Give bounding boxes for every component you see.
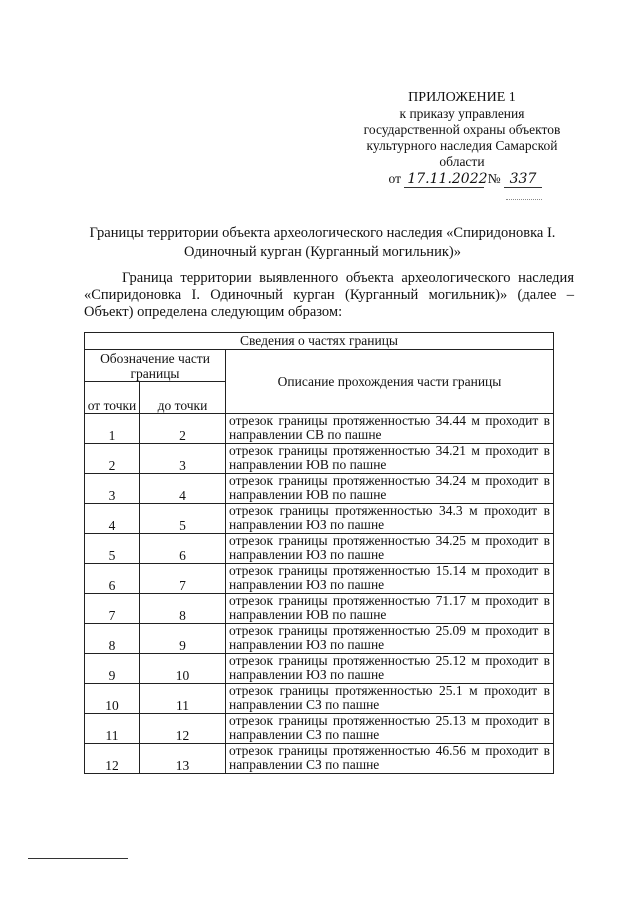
to-point-cell: 4 [140,474,226,504]
description-cell: отрезок границы протяженностью 34.44 м проходит в направлении СВ по пашне [226,414,554,444]
appendix-line: государственной охраны объектов [363,122,561,137]
to-point-cell: 2 [140,414,226,444]
from-point-cell: 8 [85,624,140,654]
document-title: Границы территории объекта археологического наследия «Спиридоновка I. Одиночный курган (Курганный могильник)» [89,225,556,260]
to-point-cell: 5 [140,504,226,534]
from-point-cell: 9 [85,654,140,684]
table-row [85,564,554,594]
intro-paragraph [84,270,574,321]
signature-mark [506,193,542,200]
intro-text: Граница территории выявленного объекта археологического наследия «Спиридоновка I. Одиночный курган (Курганный могильник)» (далее – Объект) определена следующим образом: [84,270,574,320]
appendix-block [352,90,572,204]
boundary-parts-table [84,332,554,774]
description-cell: отрезок границы протяженностью 25.09 м проходит в направлении ЮЗ по пашне [226,624,554,654]
description-cell: отрезок границы протяженностью 71.17 м проходит в направлении ЮВ по пашне [226,594,554,624]
table-row [85,474,554,504]
to-point-cell: 7 [140,564,226,594]
description-cell: отрезок границы протяженностью 34.24 м проходит в направлении ЮВ по пашне [226,474,554,504]
from-point-cell: 3 [85,474,140,504]
to-point-cell: 8 [140,594,226,624]
table-row [85,744,554,774]
table-row [85,654,554,684]
to-point-cell: 12 [140,714,226,744]
from-point-cell: 4 [85,504,140,534]
to-point-cell: 13 [140,744,226,774]
description-cell: отрезок границы протяженностью 34.25 м проходит в направлении ЮЗ по пашне [226,534,554,564]
description-cell: отрезок границы протяженностью 25.1 м проходит в направлении СЗ по пашне [226,684,554,714]
table-row [85,534,554,564]
appendix-line: области [439,154,485,169]
appendix-heading: ПРИЛОЖЕНИЕ 1 [408,90,516,105]
table-row [85,714,554,744]
description-cell: отрезок границы протяженностью 34.21 м проходит в направлении ЮВ по пашне [226,444,554,474]
from-point-cell: 1 [85,414,140,444]
order-date-handwritten: 17.11.2022 [404,171,484,188]
order-number-handwritten: 337 [504,171,542,188]
to-point-cell: 11 [140,684,226,714]
appendix-line: культурного наследия Самарской [366,138,558,153]
table-row [85,594,554,624]
description-cell: отрезок границы протяженностью 46.56 м проходит в направлении СЗ по пашне [226,744,554,774]
table-row [85,504,554,534]
to-point-cell: 3 [140,444,226,474]
description-cell: отрезок границы протяженностью 34.3 м проходит в направлении ЮЗ по пашне [226,504,554,534]
table-caption: Сведения о частях границы [85,333,554,350]
header-description: Описание прохождения части границы [226,350,554,414]
from-point-cell: 12 [85,744,140,774]
table-row [85,624,554,654]
table-row [85,444,554,474]
from-point-cell: 7 [85,594,140,624]
to-point-cell: 6 [140,534,226,564]
description-cell: отрезок границы протяженностью 25.13 м проходит в направлении СЗ по пашне [226,714,554,744]
number-prefix: № [487,171,501,186]
from-point-cell: 2 [85,444,140,474]
order-date-number-row [352,171,572,204]
to-point-cell: 9 [140,624,226,654]
to-point-cell: 10 [140,654,226,684]
header-part-designation: Обозначение части границы [85,350,226,382]
footnote-separator [28,858,128,859]
from-point-cell: 11 [85,714,140,744]
date-prefix: от [388,171,401,186]
from-point-cell: 5 [85,534,140,564]
description-cell: отрезок границы протяженностью 15.14 м проходит в направлении ЮЗ по пашне [226,564,554,594]
header-to-point: до точки [140,382,226,414]
table-row [85,414,554,444]
from-point-cell: 10 [85,684,140,714]
header-from-point: от точки [85,382,140,414]
appendix-line: к приказу управления [399,106,525,121]
from-point-cell: 6 [85,564,140,594]
description-cell: отрезок границы протяженностью 25.12 м проходит в направлении ЮЗ по пашне [226,654,554,684]
table-row [85,684,554,714]
